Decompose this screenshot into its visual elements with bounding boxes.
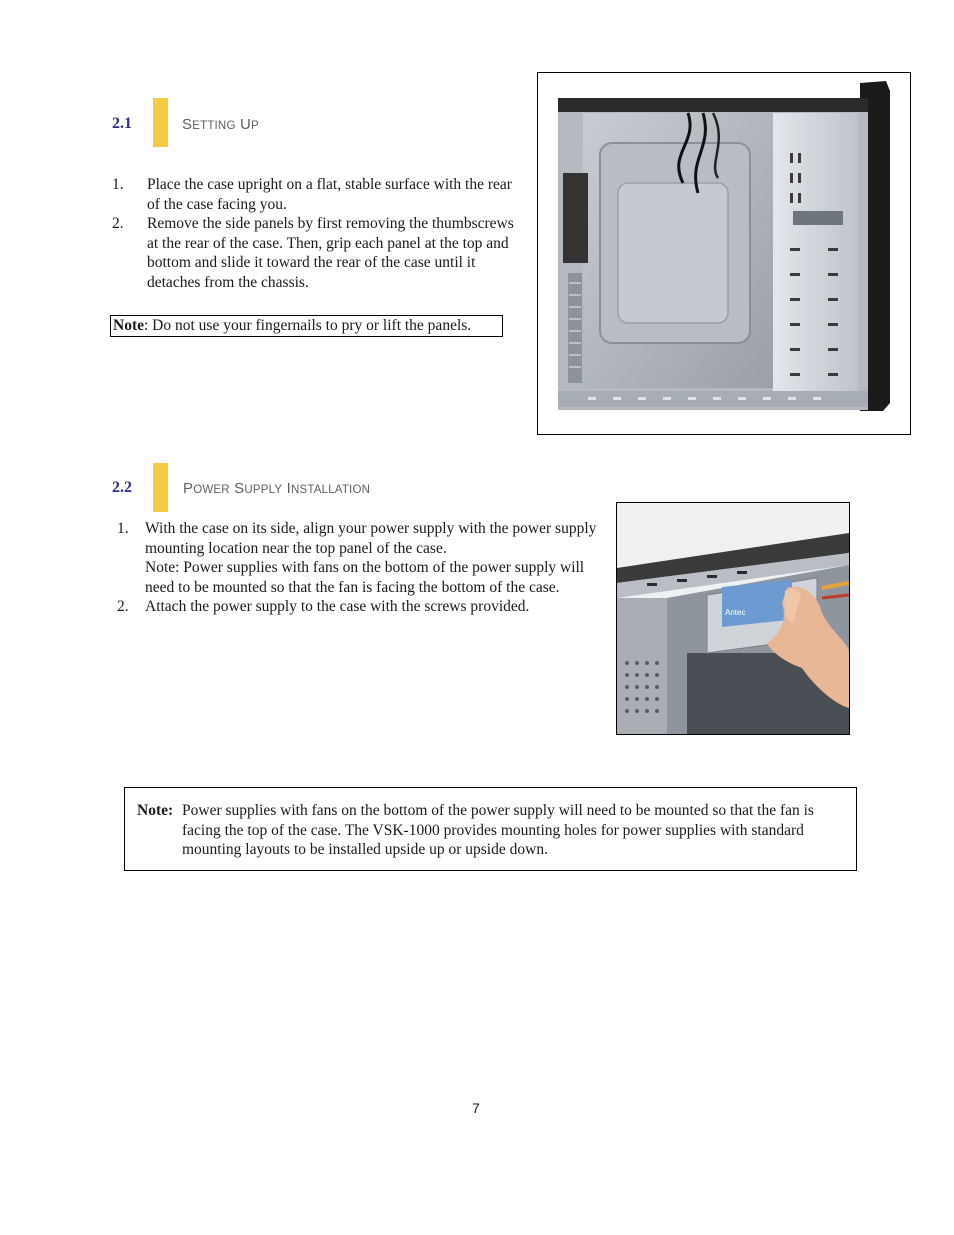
section-marker xyxy=(153,98,168,147)
note-label: Note: xyxy=(137,802,174,819)
list-item: 1. With the case on its side, align your power supply with the power supply mounting location near the top panel of the case. Note: Power supplies with fans on the bottom of the power supply will need to be mounted so that the fan is facing the bottom of the case. xyxy=(117,520,597,596)
list-item: 1. Place the case upright on a flat, stable surface with the rear of the case facing you. xyxy=(112,176,512,213)
step-note: Note: Power supplies with fans on the bottom of the power supply will need to be mounted so that the fan is facing the bottom of the case. xyxy=(145,559,585,596)
psu-brand-label: Antec xyxy=(725,608,746,617)
section-title: POWER SUPPLY INSTALLATION xyxy=(183,480,371,497)
note-box: Note: Do not use your fingernails to pry or lift the panels. xyxy=(110,315,503,337)
case-interior-photo xyxy=(537,72,911,435)
section-number: 2.2 xyxy=(112,479,132,496)
steps-list xyxy=(112,175,524,292)
list-item: 2. Attach the power supply to the case with the screws provided. xyxy=(117,598,530,615)
list-item: 2. Remove the side panels by first removing the thumbscrews at the rear of the case. Then, grip each panel at the top and bottom and slide it toward the rear of the case until it detaches from the chassis. xyxy=(112,215,514,291)
section-marker xyxy=(153,463,168,512)
section-title: SETTING UP xyxy=(182,116,259,133)
steps-list xyxy=(117,519,597,617)
psu-install-photo xyxy=(616,502,850,735)
open-case-image xyxy=(538,73,910,434)
note-box xyxy=(124,787,857,871)
psu-install-image xyxy=(617,503,849,734)
note-text: Power supplies with fans on the bottom of the power supply will need to be mounted so that the fan is facing the top of the case. The VSK-1000 provides mounting holes for power supplies with standard mounting layouts to be installed upside up or upside down. xyxy=(182,802,814,858)
section-number: 2.1 xyxy=(112,115,132,132)
page-number: 7 xyxy=(472,1100,480,1116)
